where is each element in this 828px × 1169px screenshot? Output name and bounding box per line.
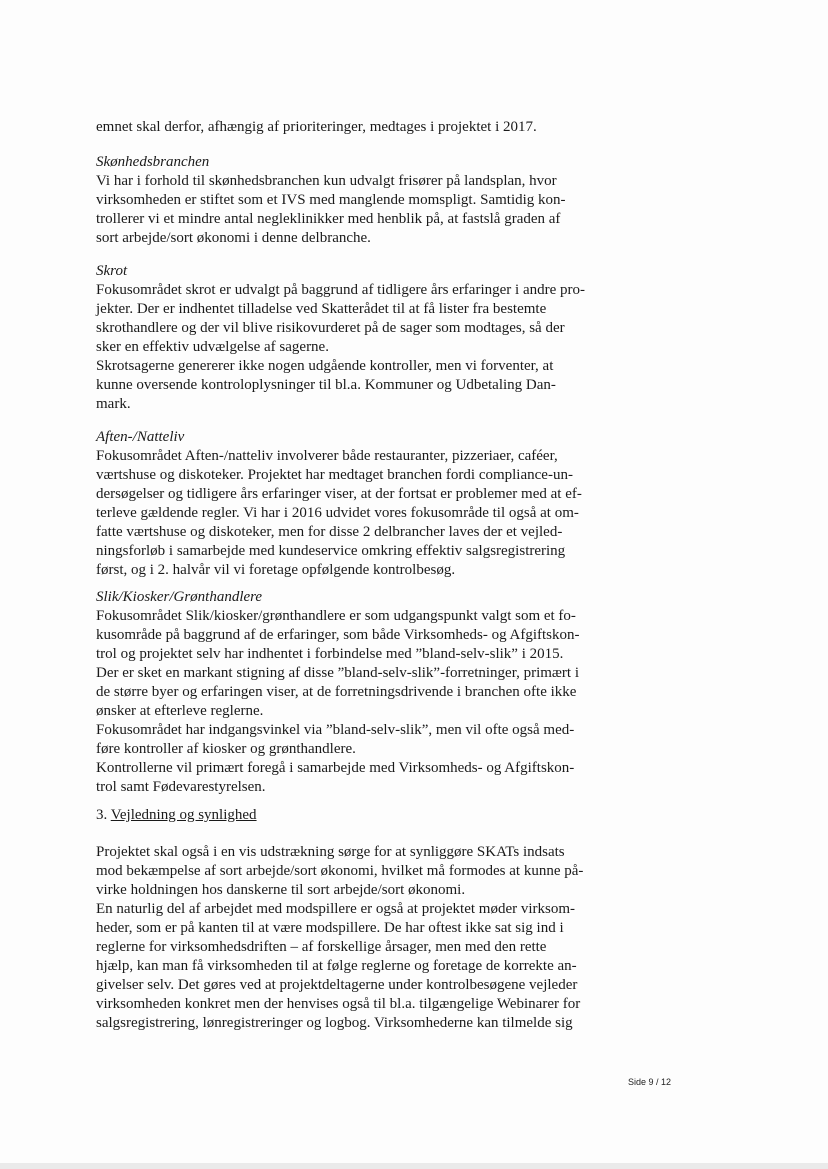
body-line: Fokusområdet Slik/kiosker/grønthandlere er som udgangspunkt valgt som et fo- [96,608,576,624]
body-line: jekter. Der er indhentet tilladelse ved Skatterådet til at få lister fra bestemte [96,301,547,317]
section-3-heading [96,806,616,825]
body-line: Kontrollerne vil primært foregå i samarbejde med Virksomheds- og Afgiftskon- [96,760,575,776]
body-line: givelser selv. Det gøres ved at projektdeltagerne under kontrolbesøgene vejleder [96,977,578,993]
body-line: mark. [96,396,131,412]
body-line: skrothandlere og der vil blive risikovurderet på de sager som modtages, så der [96,320,565,336]
section-heading: Skrot [96,263,128,279]
body-line: virksomheden er stiftet som et IVS med manglende momspligt. Samtidig kon- [96,192,566,208]
body-line: Fokusområdet Aften-/natteliv involverer både restauranter, pizzeriaer, caféer, [96,448,558,464]
body-line: virke holdningen hos danskerne til sort arbejde/sort økonomi. [96,882,466,898]
section-heading: Slik/Kiosker/Grønthandlere [96,589,263,605]
body-line: virksomheden konkret men der henvises også til bl.a. tilgængelige Webinarer for [96,996,581,1012]
section-skoenhedsbranchen [96,153,616,248]
body-line: Fokusområdet skrot er udvalgt på baggrund af tidligere års erfaringer i andre pro- [96,282,585,298]
body-line: sort arbejde/sort økonomi i denne delbranche. [96,230,371,246]
body-line: Vi har i forhold til skønhedsbranchen kun udvalgt frisører på landsplan, hvor [96,173,557,189]
page-number: Side 9 / 12 [628,1077,672,1087]
body-line: først, og i 2. halvår vil vi foretage opfølgende kontrolbesøg. [96,562,456,578]
body-line: kusområde på baggrund af de erfaringer, som både Virksomheds- og Afgiftskon- [96,627,580,643]
section-title: Vejledning og synlighed [110,807,257,823]
body-line: Projektet skal også i en vis udstrækning sørge for at synliggøre SKATs indsats [96,844,565,860]
body-line: kunne oversende kontroloplysninger til bl.a. Kommuner og Udbetaling Dan- [96,377,556,393]
body-line: trol samt Fødevarestyrelsen. [96,779,266,795]
body-line: terleve gældende regler. Vi har i 2016 udvidet vores fokusområde til også at om- [96,505,579,521]
body-line: emnet skal derfor, afhængig af prioriteringer, medtages i projektet i 2017. [96,119,537,135]
section-number: 3. [96,807,108,823]
body-line: de større byer og erfaringen viser, at de forretningsdrivende i branchen ofte ikke [96,684,577,700]
section-skrot [96,262,616,414]
section-slik-kiosker [96,588,616,797]
body-line: ningsforløb i samarbejde med kundeservice omkring effektiv salgsregistrering [96,543,566,559]
section-aften-natteliv [96,428,616,580]
body-line: reglerne for virksomhedsdriften – af forskellige årsager, men med den rette [96,939,547,955]
body-line: sker en effektiv udvælgelse af sagerne. [96,339,329,355]
body-line: trollerer vi et mindre antal negleklinikker med henblik på, at fastslå graden af [96,211,561,227]
body-line: En naturlig del af arbejdet med modspillere er også at projektet møder virksom- [96,901,576,917]
numbered-heading [96,806,616,825]
body-line: Der er sket en markant stigning af disse ”bland-selv-slik”-forretninger, primært i [96,665,580,681]
body-line: værtshuse og diskoteker. Projektet har medtaget branchen fordi compliance-un- [96,467,573,483]
section-heading: Skønhedsbranchen [96,154,210,170]
page-bottom-edge [0,1163,828,1169]
body-line: Skrotsagerne genererer ikke nogen udgående kontroller, men vi forventer, at [96,358,554,374]
body-line: fatte værtshuse og diskoteker, men for disse 2 delbrancher laves der et vejled- [96,524,563,540]
body-line: trol og projektet selv har indhentet i forbindelse med ”bland-selv-slik” i 2015. [96,646,564,662]
body-line: mod bekæmpelse af sort arbejde/sort økonomi, hvilket må formodes at kunne på- [96,863,584,879]
intro-paragraph [96,118,616,137]
body-line: salgsregistrering, lønregistreringer og logbog. Virksomhederne kan tilmelde sig [96,1015,573,1031]
body-line: dersøgelser og tidligere års erfaringer viser, at der fortsat er problemer med at ef- [96,486,582,502]
body-line: heder, som er på kanten til at være modspillere. De har oftest ikke sat sig ind i [96,920,564,936]
section-3-body [96,843,616,1033]
body-line: Fokusområdet har indgangsvinkel via ”bland-selv-slik”, men vil ofte også med- [96,722,575,738]
body-line: ønsker at efterleve reglerne. [96,703,264,719]
section-heading: Aften-/Natteliv [96,429,185,445]
body-line: føre kontroller af kiosker og grønthandlere. [96,741,356,757]
body-line: hjælp, kan man få virksomheden til at følge reglerne og foretage de korrekte an- [96,958,577,974]
